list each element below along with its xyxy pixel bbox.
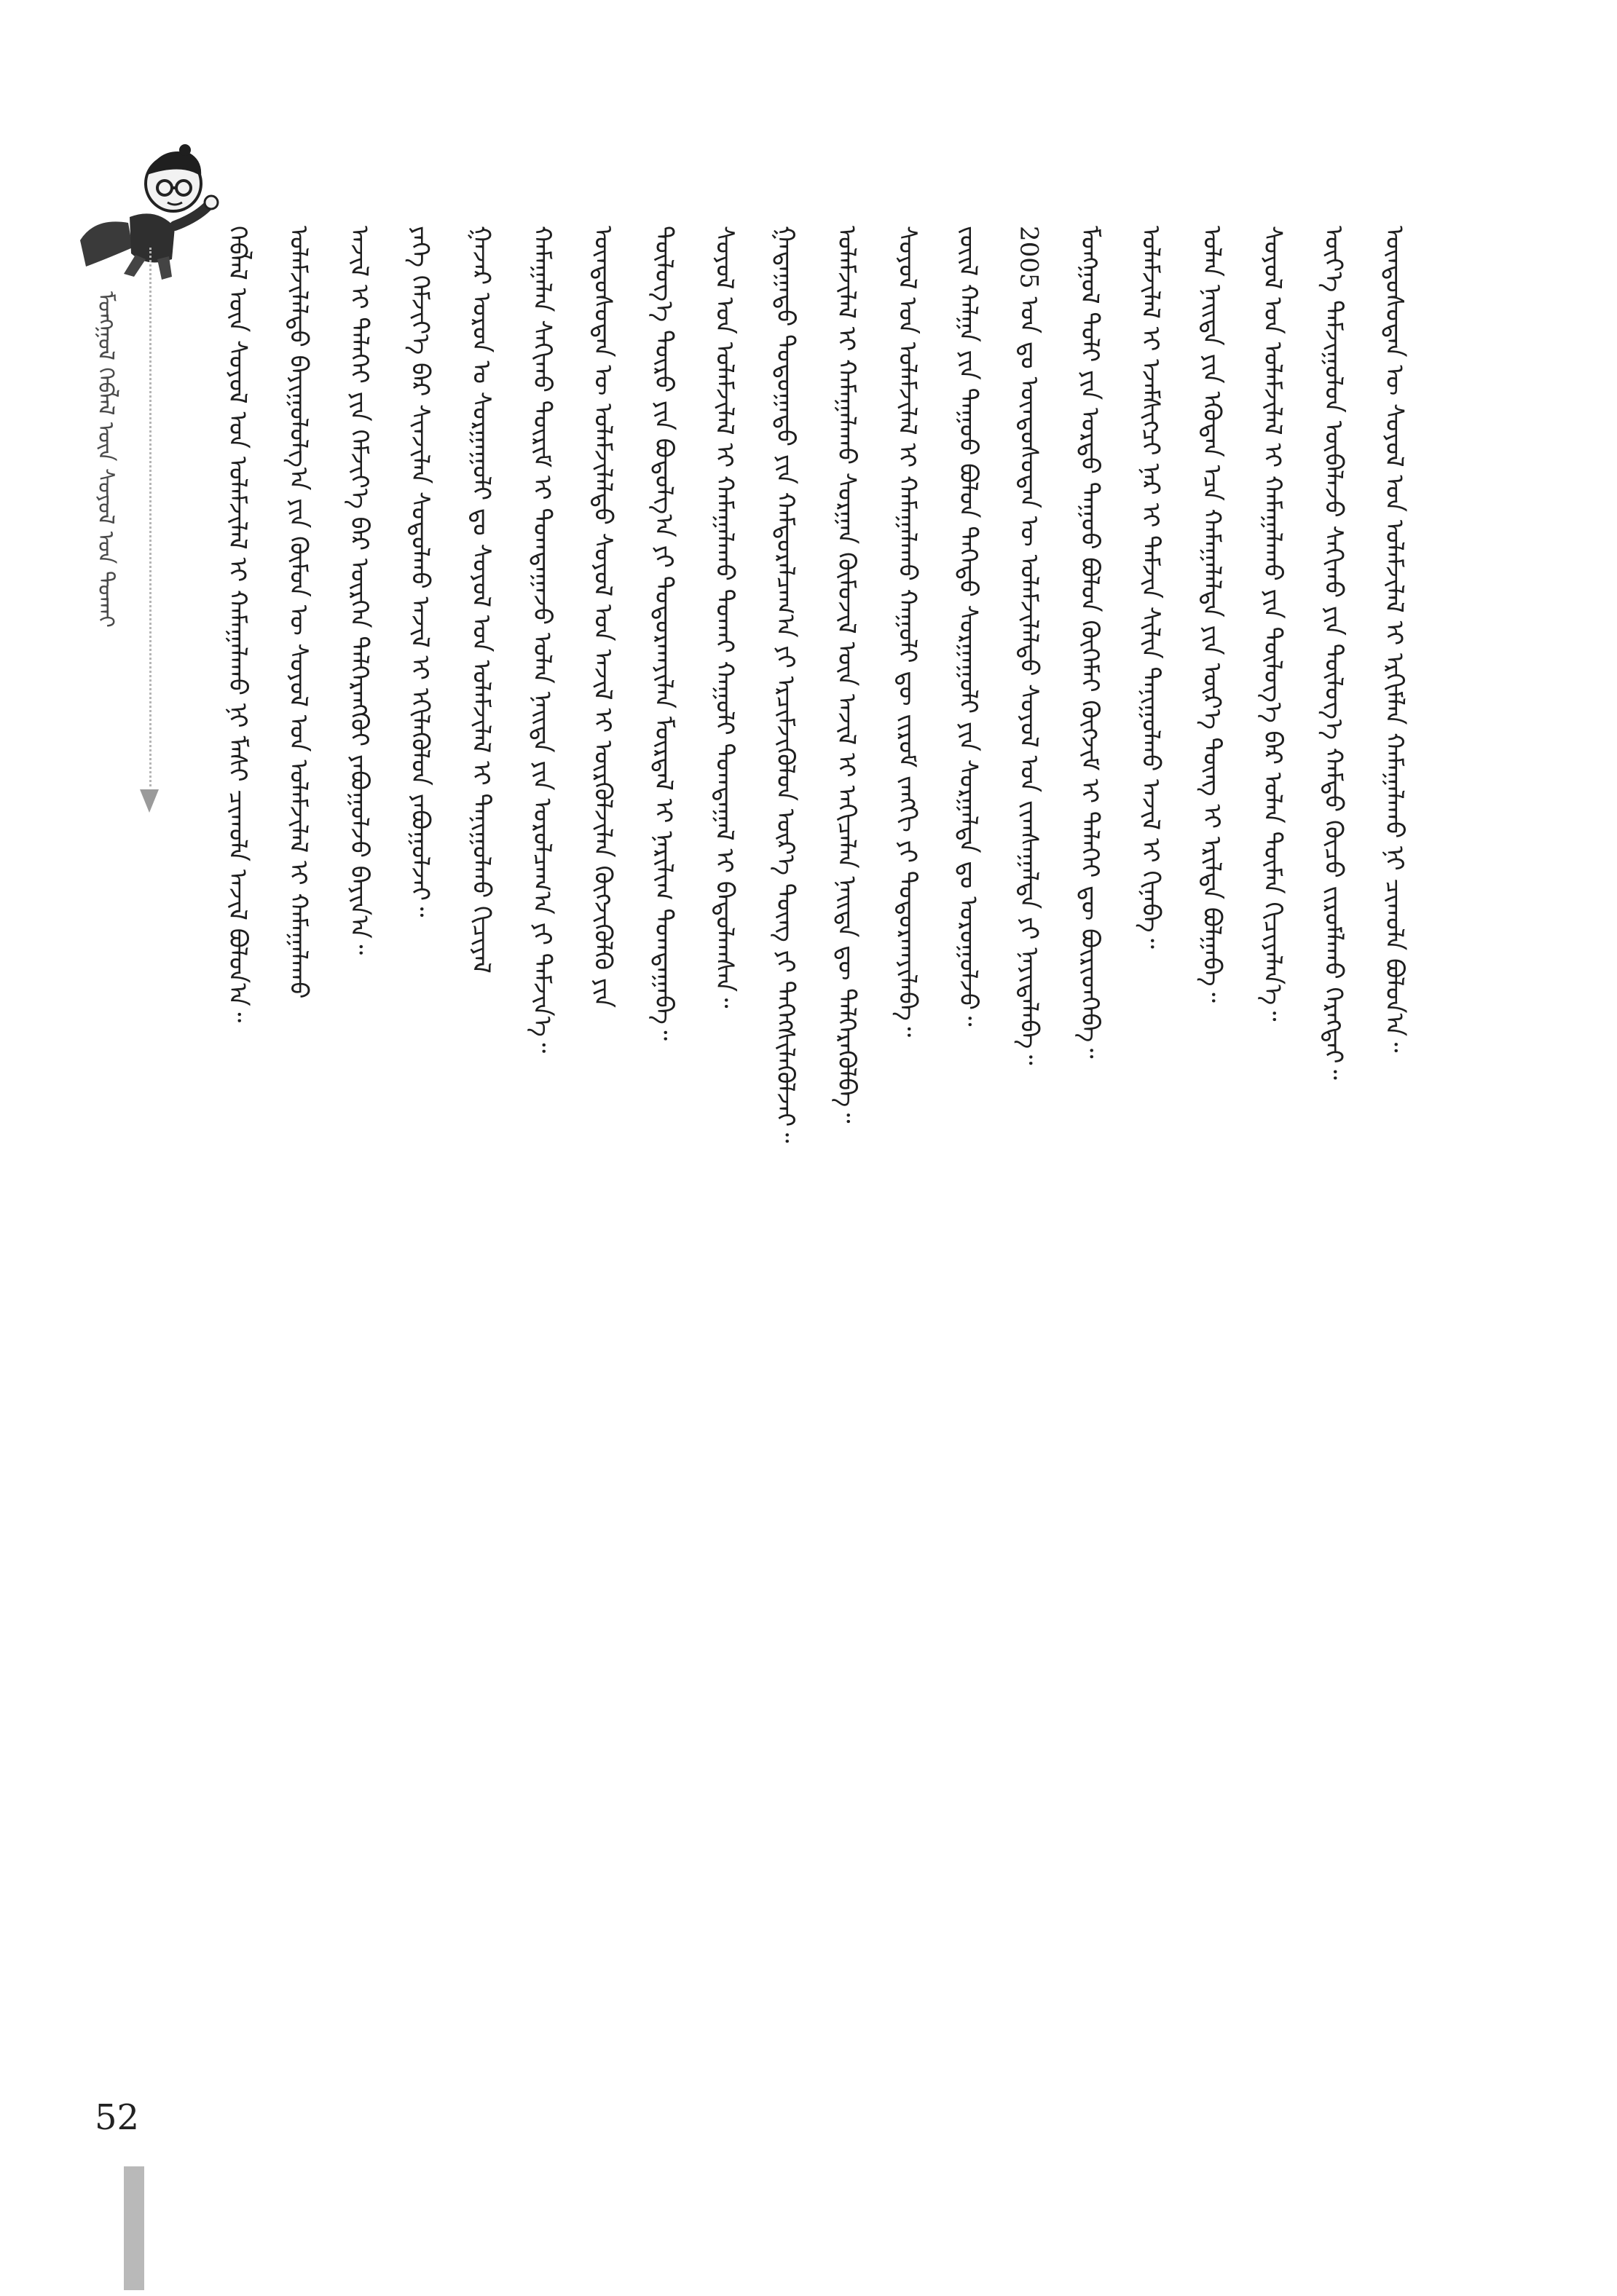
text-column: ᠣᠯᠠᠨ ᠨᠡᠢᠲᠡ ᠶᠢᠨ ᠡᠭᠦᠳᠡᠨ ᠡᠴᠡ ᠬᠠᠮᠠᠭᠠᠯᠠᠯᠲᠠ ᠶᠢᠨ ᠦᠷ᠎ᠡ ᠳᠦᠩ ᠢ ᠡᠷᠢᠯᠲᠡ ᠪᠣᠯᠭᠠᠪᠠ᠃ xyxy=(1197,226,1227,1003)
text-column: ᠭᠠᠵᠠᠷ ᠤᠷᠤᠨ ᠤ ᠰᠤᠷᠭᠠᠭᠤᠯᠢ ᠳᠤ ᠰᠣᠶᠣᠯ ᠤᠨ ᠤᠯᠠᠮᠵᠢᠯᠠᠯ ᠢ ᠲᠠᠨᠢᠭᠤᠯᠬᠤ ᠬᠢᠴᠢᠶᠡᠯ xyxy=(466,226,496,974)
text-column: ᠦᠨᠳᠦᠰᠦᠲᠡᠨ ᠦ ᠤᠯᠠᠮᠵᠢᠯᠠᠯᠲᠤ ᠰᠣᠶᠣᠯ ᠤᠨ ᠠᠵᠢᠯ ᠢ ᠦᠷᠭᠦᠯᠵᠢᠯᠡᠨ ᠬᠥᠭᠵᠢᠭᠦᠯᠬᠦ ᠶᠢᠨ xyxy=(588,226,618,1009)
text-column: ᠶᠡᠬᠡ ᠬᠡᠮᠵᠢᠶ᠎ᠡ ᠪᠡᠷ ᠰᠢᠨᠵᠢᠯᠡᠨ ᠰᠤᠳᠤᠯᠬᠤ ᠠᠵᠢᠯ ᠢ ᠡᠬᠢᠯᠡᠭᠦᠯᠦᠨ ᠶᠠᠪᠤᠭᠤᠯᠵᠠᠢ᠃ xyxy=(405,226,435,918)
text-column: ᠭᠠᠳᠠᠭᠠᠳᠤ ᠳᠣᠲᠣᠭᠠᠳᠤ ᠶᠢᠨ ᠬᠠᠮᠲᠤᠷᠠᠯᠴᠠᠭ᠎ᠠ ᠶᠢ ᠡᠷᠴᠢᠮᠵᠢᠭᠦᠯᠦᠨ ᠦᠷ᠎ᠡ ᠳᠦᠩ ᠶᠢ ᠳᠡᠭᠡᠭᠰᠢᠯᠡᠭᠦᠯᠵᠡᠢ᠃ xyxy=(771,226,800,1143)
text-column: 2005 ᠣᠨ ᠳᠤ ᠦᠨᠳᠦᠰᠦᠲᠡᠨ ᠦ ᠤᠯᠠᠮᠵᠢᠯᠠᠯᠲᠤ ᠰᠣᠶᠣᠯ ᠤᠨ ᠵᠢᠭᠰᠠᠭᠠᠯᠲᠠ ᠶᠢ ᠨᠡᠶᠢᠲᠡᠯᠡᠪᠡ᠃ xyxy=(1014,226,1044,1065)
text-column: ᠰᠣᠶᠣᠯ ᠤᠨ ᠤᠯᠠᠮᠵᠢᠯᠠᠯ ᠢ ᠬᠠᠮᠠᠭᠠᠯᠠᠬᠤ ᠶᠢᠨ ᠲᠥᠯᠥᠭ᠎ᠡ ᠪᠠᠷ ᠣᠯᠠᠨ ᠲᠦᠮᠡᠨ ᠬᠢᠴᠢᠶᠡᠯᠡᠨ᠎ᠡ᠃ xyxy=(1257,226,1287,1022)
running-head-rule xyxy=(149,248,152,786)
body-text xyxy=(219,226,1413,2090)
page-tab-marker xyxy=(124,2166,144,2290)
triangle-down-icon xyxy=(137,786,162,816)
text-column: ᠵᠦᠢᠯ ᠬᠠᠯᠭᠠ ᠶᠢᠨ ᠳᠠᠭᠤᠤ ᠪᠣᠯᠤᠨ ᠳᠡᠭᠡᠳᠦ ᠰᠤᠷᠭᠠᠭᠤᠯᠢ ᠶᠢᠨ ᠰᠤᠷᠭᠠᠯᠲᠠ ᠳᠤ ᠣᠷᠣᠭᠤᠯᠵᠤ᠃ xyxy=(953,226,983,1027)
text-column: ᠠᠵᠢᠯ ᠢ ᠳᠡᠯᠡᠬᠡᠢ ᠶᠢᠨ ᠬᠡᠮᠵᠢᠶ᠎ᠡ ᠪᠡᠷ ᠥᠷᠭᠡᠨ ᠳᠡᠯᠭᠡᠷᠡᠩᠭᠦᠢ ᠶᠠᠪᠤᠭᠤᠯᠵᠤ ᠪᠠᠶᠢᠨ᠎ᠠ᠃ xyxy=(345,226,374,955)
text-column: ᠰᠣᠶᠣᠯ ᠤᠨ ᠤᠯᠠᠮᠵᠢᠯᠠᠯ ᠢ ᠬᠠᠮᠠᠭᠠᠯᠠᠬᠤ ᠲᠤᠬᠠᠢ ᠬᠠᠭᠤᠯᠢ ᠲᠣᠭᠲᠠᠭᠠᠯ ᠢ ᠪᠠᠲᠤᠯᠠᠭᠰᠠᠨ᠃ xyxy=(709,226,739,1009)
text-column: ᠰᠣᠶᠣᠯ ᠤᠨ ᠤᠯᠠᠮᠵᠢᠯᠠᠯ ᠢ ᠬᠠᠮᠠᠭᠠᠯᠠᠬᠤ ᠬᠠᠭᠤᠯᠢ ᠳᠦ ᠵᠢᠷᠤᠮ ᠵᠠᠩᠭᠢ ᠶᠢ ᠲᠣᠳᠣᠷᠬᠠᠶᠢᠯᠠᠪᠠ᠃ xyxy=(892,226,922,1038)
running-head-text: ᠮᠣᠩᠭᠣᠯ ᠬᠡᠪᠯᠡᠯ ᠦᠨ ᠰᠣᠶᠣᠯ ᠤᠨ ᠲᠤᠬᠠᠢ xyxy=(93,291,119,628)
page-number: 52 xyxy=(95,2097,140,2138)
text-column: ᠤᠯᠠᠮᠵᠢᠯᠠᠯᠲᠤ ᠪᠠᠶᠢᠭᠤᠯᠤᠯᠭ᠎ᠠ ᠶᠢᠨ ᠬᠦᠮᠦᠨ ᠦ ᠰᠣᠶᠣᠯ ᠤᠨ ᠤᠯᠠᠮᠵᠢᠯᠠᠯ ᠢ ᠬᠠᠮᠠᠭᠠᠯᠠᠬᠤ xyxy=(283,226,313,999)
text-column: ᠮᠣᠩᠭᠣᠯ ᠲᠣᠯᠢ ᠶᠢᠨ ᠤᠷᠲᠤ ᠳᠠᠭᠤᠤ ᠪᠣᠯᠤᠨ ᠬᠥᠭᠡᠮᠡᠢ ᠬᠥᠭᠵᠢᠮ ᠢ ᠳᠡᠯᠡᠬᠡᠢ ᠳᠦ ᠪᠦᠷᠢᠳᠬᠡᠪᠡ᠃ xyxy=(1075,226,1105,1059)
flying-boy-mascot-icon xyxy=(66,131,226,284)
text-column: ᠦᠶ᠎ᠡ ᠳᠠᠮᠵᠢᠭᠤᠯᠤᠨ ᠥᠪᠡᠯᠡᠵᠦ ᠰᠠᠬᠢᠬᠤ ᠶᠢᠨ ᠲᠥᠯᠥᠭ᠎ᠡ ᠬᠠᠮᠲᠤ ᠬᠦᠴᠦ ᠵᠢᠷᠤᠮᠯᠠᠬᠤ ᠬᠡᠷᠡᠭᠲᠡᠢ᠃ xyxy=(1318,226,1348,1080)
text-column: ᠤᠯᠠᠮᠵᠢᠯᠠᠯ ᠢ ᠡᠵᠡᠮᠰᠢᠭᠴᠢ ᠨᠠᠷ ᠢ ᠳᠡᠮᠵᠢᠨ ᠰᠢᠯᠢᠨ ᠲᠠᠨᠢᠭᠤᠯᠬᠤ ᠠᠵᠢᠯ ᠢ ᠬᠢᠨᠠᠪᠠ᠃ xyxy=(1136,226,1165,949)
text-column: ᠬᠠᠮᠠᠭᠠᠯᠠᠨ ᠰᠠᠬᠢᠬᠤ ᠳᠦᠷᠢᠮ ᠢ ᠲᠣᠭᠲᠠᠭᠠᠵᠤ ᠣᠯᠠᠨ ᠨᠡᠢᠲᠡ ᠶᠢᠨ ᠣᠷᠣᠯᠴᠠᠭ᠎ᠠ ᠶᠢ ᠳᠡᠮᠵᠢᠨ᠎ᠡ᠃ xyxy=(527,226,556,1054)
text-column: ᠲᠥᠯᠥᠭ᠎ᠡ ᠲᠥᠷᠥ ᠶᠢᠨ ᠪᠣᠳᠣᠯᠭ᠎ᠠ ᠶᠢ ᠲᠣᠳᠣᠷᠬᠠᠶᠢᠯᠠᠨ ᠮᠥᠷᠳᠡᠯ ᠢ ᠨᠠᠷᠢᠯᠢᠭ ᠲᠣᠭᠲᠠᠭᠠᠪᠠ᠃ xyxy=(649,226,679,1041)
running-head xyxy=(80,291,131,874)
text-column: ᠬᠡᠪᠯᠡᠯ ᠦᠨ ᠰᠣᠶᠣᠯ ᠤᠨ ᠤᠯᠠᠮᠵᠢᠯᠠᠯ ᠢ ᠬᠠᠮᠠᠭᠠᠯᠠᠬᠤ ᠨᠢ ᠮᠠᠰᠢ ᠴᠢᠬᠤᠯᠠ ᠠᠵᠢᠯ ᠪᠣᠯᠤᠨ᠎ᠠ᠃ xyxy=(223,226,252,1023)
text-column: ᠦᠨᠳᠦᠰᠦᠲᠡᠨ ᠦ ᠰᠣᠶᠣᠯ ᠤᠨ ᠤᠯᠠᠮᠵᠢᠯᠠᠯ ᠢ ᠡᠷᠬᠢᠮᠯᠡᠨ ᠬᠠᠮᠠᠭᠠᠯᠠᠬᠤ ᠨᠢ ᠴᠢᠬᠤᠯᠠ ᠪᠣᠯᠤᠨ᠎ᠠ᠃ xyxy=(1379,226,1409,1053)
text-column: ᠤᠯᠠᠮᠵᠢᠯᠠᠯ ᠢ ᠬᠠᠮᠠᠭᠠᠯᠠᠬᠤ ᠰᠤᠷᠭᠠᠨ ᠬᠥᠮᠦᠵᠢᠯ ᠦᠨ ᠠᠵᠢᠯ ᠢ ᠠᠬᠢᠴᠠᠯᠠᠨ ᠨᠡᠢᠲᠡ ᠳᠦ ᠳᠡᠯᠭᠡᠷᠡᠭᠦᠯᠪᠡ᠃ xyxy=(831,226,861,1124)
